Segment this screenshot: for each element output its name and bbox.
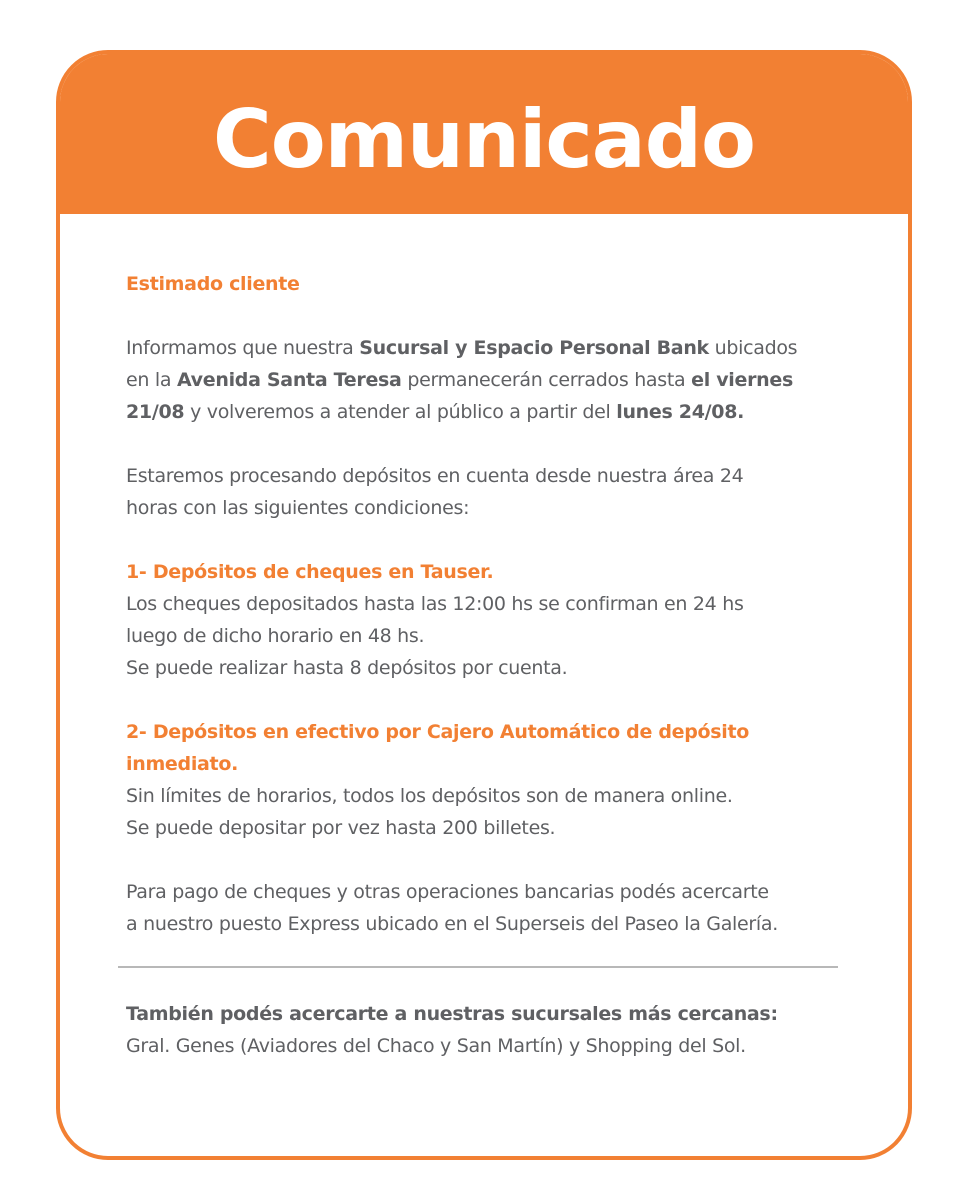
section-2-line-2: Se puede depositar por vez hasta 200 billetes. — [126, 817, 556, 839]
notice-body — [126, 268, 856, 940]
payments-line-2: a nuestro puesto Express ubicado en el Superseis del Paseo la Galería. — [126, 913, 778, 935]
intro-text-4: permanecerán cerrados hasta — [401, 369, 692, 391]
footer-branches — [126, 998, 856, 1062]
greeting: Estimado cliente — [126, 273, 300, 295]
section-2 — [126, 716, 856, 844]
notice-card — [56, 50, 912, 1160]
intro-text-1: Informamos que nuestra — [126, 337, 360, 359]
intro-text-3: en la — [126, 369, 177, 391]
intro-bold-branch: Sucursal y Espacio Personal Bank — [359, 337, 709, 359]
footer-line-1: Gral. Genes (Aviadores del Chaco y San Martín) y Shopping del Sol. — [126, 1035, 746, 1057]
section-divider — [118, 966, 838, 968]
processing-line-2: horas con las siguientes condiciones: — [126, 497, 470, 519]
payments-line-1: Para pago de cheques y otras operaciones bancarias podés acercarte — [126, 881, 769, 903]
intro-paragraph — [126, 332, 856, 428]
intro-bold-avenue: Avenida Santa Teresa — [176, 369, 402, 391]
section-1-line-2: luego de dicho horario en 48 hs. — [126, 625, 425, 647]
section-2-line-1: Sin límites de horarios, todos los depósitos son de manera online. — [126, 785, 733, 807]
intro-bold-friday: el viernes — [691, 369, 793, 391]
header-banner — [60, 54, 908, 214]
intro-bold-monday: lunes 24/08. — [616, 401, 745, 423]
processing-line-1: Estaremos procesando depósitos en cuenta desde nuestra área 24 — [126, 465, 744, 487]
section-1 — [126, 556, 856, 684]
section-2-heading-line-2: inmediato. — [126, 753, 239, 775]
section-1-heading: 1- Depósitos de cheques en Tauser. — [126, 561, 494, 583]
section-1-line-3: Se puede realizar hasta 8 depósitos por cuenta. — [126, 657, 568, 679]
intro-text-5: y volveremos a atender al público a partir del — [184, 401, 617, 423]
intro-bold-date: 21/08 — [126, 401, 185, 423]
payments-paragraph — [126, 876, 856, 940]
intro-text-2: ubicados — [708, 337, 798, 359]
section-2-heading-line-1: 2- Depósitos en efectivo por Cajero Automático de depósito — [126, 721, 750, 743]
footer-heading: También podés acercarte a nuestras sucursales más cercanas: — [126, 1003, 778, 1025]
processing-paragraph — [126, 460, 856, 524]
page-title: Comunicado — [213, 93, 755, 186]
section-1-line-1: Los cheques depositados hasta las 12:00 hs se confirman en 24 hs — [126, 593, 744, 615]
